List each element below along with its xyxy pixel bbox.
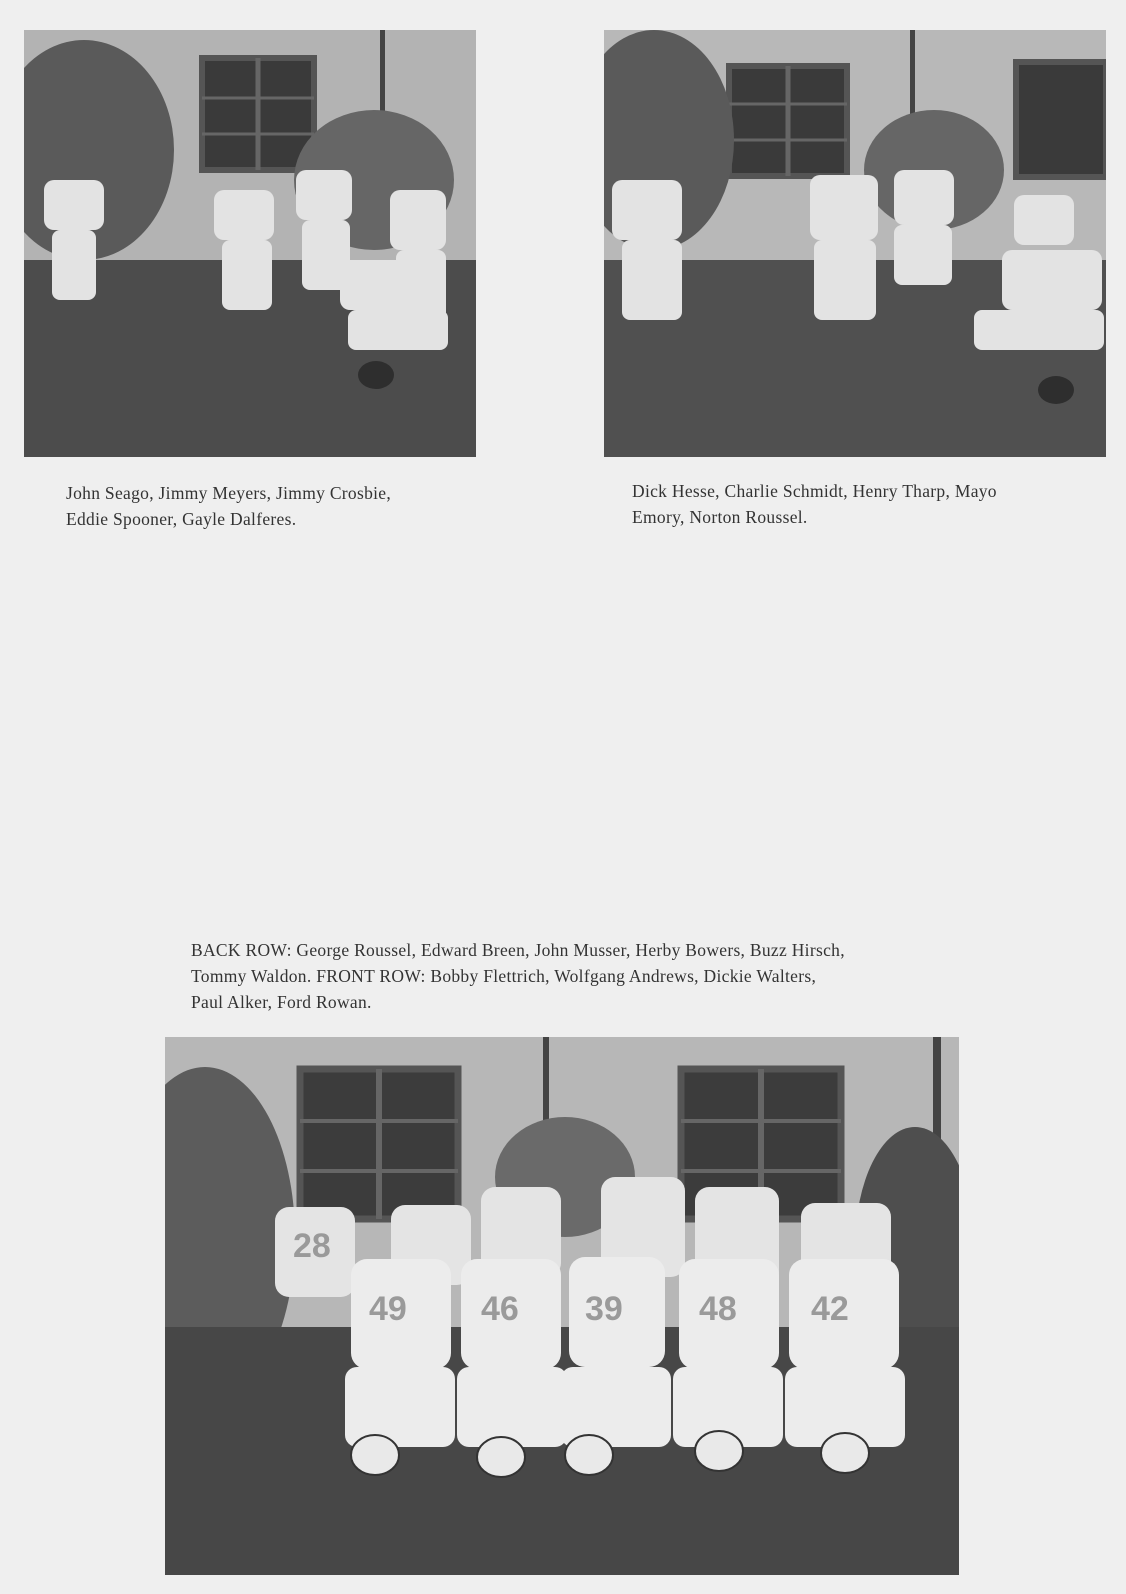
caption-line: Emory, Norton Roussel. bbox=[632, 507, 808, 527]
photo-line-drill-left-image bbox=[24, 30, 476, 457]
jersey-number: 39 bbox=[585, 1290, 623, 1328]
caption-line: Paul Alker, Ford Rowan. bbox=[191, 992, 372, 1012]
photo-line-drill-right bbox=[604, 30, 1106, 457]
caption-line: Tommy Waldon. FRONT ROW: Bobby Flettrich, Wolfgang Andrews, Dickie Walters, bbox=[191, 966, 817, 986]
caption-line: Eddie Spooner, Gayle Dalferes. bbox=[66, 509, 297, 529]
caption-line: BACK ROW: George Roussel, Edward Breen, John Musser, Herby Bowers, Buzz Hirsch, bbox=[191, 940, 845, 960]
caption-line: John Seago, Jimmy Meyers, Jimmy Crosbie, bbox=[66, 483, 392, 503]
jersey-number: 42 bbox=[811, 1290, 849, 1328]
caption-team-photo bbox=[191, 937, 845, 1015]
jersey-number: 28 bbox=[293, 1227, 331, 1265]
caption-line-drill-left bbox=[66, 480, 391, 532]
photo-team-group bbox=[165, 1037, 959, 1575]
photo-line-drill-right-image bbox=[604, 30, 1106, 457]
jersey-number: 46 bbox=[481, 1290, 519, 1328]
photo-team-group-image bbox=[165, 1037, 959, 1575]
jersey-number: 48 bbox=[699, 1290, 737, 1328]
caption-line: Dick Hesse, Charlie Schmidt, Henry Tharp, Mayo bbox=[632, 481, 997, 501]
caption-line-drill-right bbox=[632, 478, 997, 530]
jersey-number: 49 bbox=[369, 1290, 407, 1328]
photo-line-drill-left bbox=[24, 30, 476, 457]
